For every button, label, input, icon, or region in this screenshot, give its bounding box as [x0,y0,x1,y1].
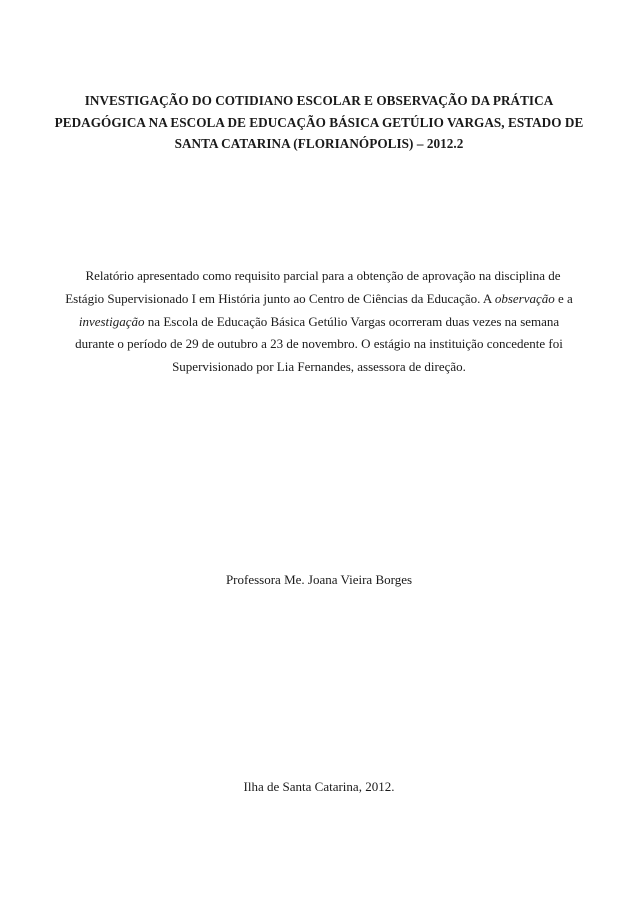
description-emphasis-investigacao: investigação [78,313,145,329]
title-line-3: SANTA CATARINA (FLORIANÓPOLIS) – 2012.2 [174,136,464,151]
description-line-2-end: e a [554,290,573,306]
advisor-name: Professora Me. Joana Vieira Borges [225,572,413,587]
description-line-2-text: Estágio Supervisionado I em História junto ao Centro de Ciências da Educação. A [65,290,495,306]
description-emphasis-observacao: observação [494,290,555,306]
description-line-2 [40,288,598,311]
description-line-4: durante o período de 29 de outubro a 23 de novembro. O estágio na instituição concedente foi [75,336,563,352]
title-line-1: INVESTIGAÇÃO DO COTIDIANO ESCOLAR E OBSERVAÇÃO DA PRÁTICA [84,93,554,108]
place-and-date: Ilha de Santa Catarina, 2012. [243,779,395,794]
description-line-3-text: na Escola de Educação Básica Getúlio Vargas ocorreram duas vezes na semana [144,313,560,329]
report-description [40,265,598,379]
description-line-3 [40,311,598,334]
description-line-1: Relatório apresentado como requisito parcial para a obtenção de aprovação na disciplina de [85,268,561,283]
title-line-2: PEDAGÓGICA NA ESCOLA DE EDUCAÇÃO BÁSICA GETÚLIO VARGAS, ESTADO DE [54,114,584,130]
description-line-5: Supervisionado por Lia Fernandes, assessora de direção. [172,359,466,375]
document-title [40,90,598,155]
